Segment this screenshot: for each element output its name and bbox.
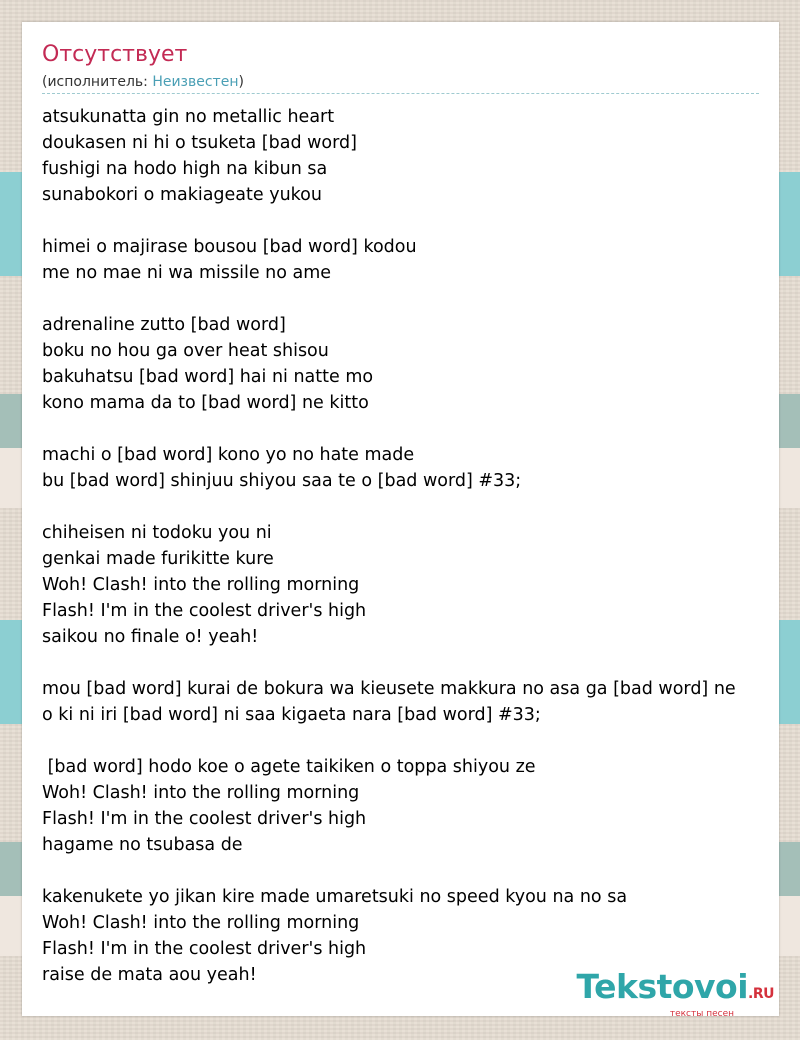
logo-wordmark: Tekstovoi (576, 967, 749, 1006)
header-divider (42, 93, 759, 94)
lyric-blank-line (42, 650, 767, 676)
lyric-line: Flash! I'm in the coolest driver's high (42, 939, 367, 959)
lyric-line: sunabokori o makiageate yukou (42, 185, 322, 205)
lyric-line: me no mae ni wa missile no ame (42, 263, 332, 283)
lyric-line: bu [bad word] shinjuu shiyou saa te o [bad word] #33; (42, 471, 522, 491)
lyric-line: o ki ni iri [bad word] ni saa kigaeta nara [bad word] #33; (42, 705, 541, 725)
lyrics-card (22, 22, 779, 1016)
lyric-blank-line (42, 858, 767, 884)
logo-tld: .RU (748, 986, 774, 1002)
lyric-line: doukasen ni hi o tsuketa [bad word] (42, 133, 357, 153)
lyric-line: machi o [bad word] kono yo no hate made (42, 445, 415, 465)
artist-prefix: (исполнитель: (42, 74, 153, 90)
lyric-line: adrenaline zutto [bad word] (42, 315, 286, 335)
lyric-blank-line (42, 416, 767, 442)
lyric-line: raise de mata aou yeah! (42, 965, 257, 985)
lyric-line: Flash! I'm in the coolest driver's high (42, 601, 367, 621)
lyric-blank-line (42, 494, 767, 520)
artist-line (42, 73, 244, 91)
lyric-line: genkai made furikitte kure (42, 549, 274, 569)
lyric-line: Woh! Clash! into the rolling morning (42, 783, 360, 803)
lyric-line: boku no hou ga over heat shisou (42, 341, 329, 361)
lyrics-text (42, 104, 767, 988)
artist-suffix: ) (238, 74, 244, 90)
lyric-line: chiheisen ni todoku you ni (42, 523, 272, 543)
lyric-line: [bad word] hodo koe o agete taikiken o toppa shiyou ze (42, 757, 536, 777)
lyric-line: Flash! I'm in the coolest driver's high (42, 809, 367, 829)
lyric-line: bakuhatsu [bad word] hai ni natte mo (42, 367, 374, 387)
lyric-blank-line (42, 728, 767, 754)
lyric-line: himei o majirase bousou [bad word] kodou (42, 237, 417, 257)
song-title: Отсутствует (42, 42, 188, 67)
lyric-line: Woh! Clash! into the rolling morning (42, 575, 360, 595)
lyric-line: hagame no tsubasa de (42, 835, 243, 855)
lyric-blank-line (42, 208, 767, 234)
lyric-line: mou [bad word] kurai de bokura wa kieusete makkura no asa ga [bad word] ne (42, 679, 736, 699)
site-logo[interactable] (576, 967, 774, 1019)
artist-link[interactable]: Неизвестен (152, 74, 239, 90)
lyric-line: kono mama da to [bad word] ne kitto (42, 393, 369, 413)
lyric-line: kakenukete yo jikan kire made umaretsuki no speed kyou na no sa (42, 887, 628, 907)
lyric-blank-line (42, 286, 767, 312)
logo-tagline: тексты песен (669, 1009, 734, 1019)
lyric-line: Woh! Clash! into the rolling morning (42, 913, 360, 933)
lyric-line: saikou no finale o! yeah! (42, 627, 259, 647)
lyric-line: atsukunatta gin no metallic heart (42, 107, 335, 127)
lyric-line: fushigi na hodo high na kibun sa (42, 159, 328, 179)
